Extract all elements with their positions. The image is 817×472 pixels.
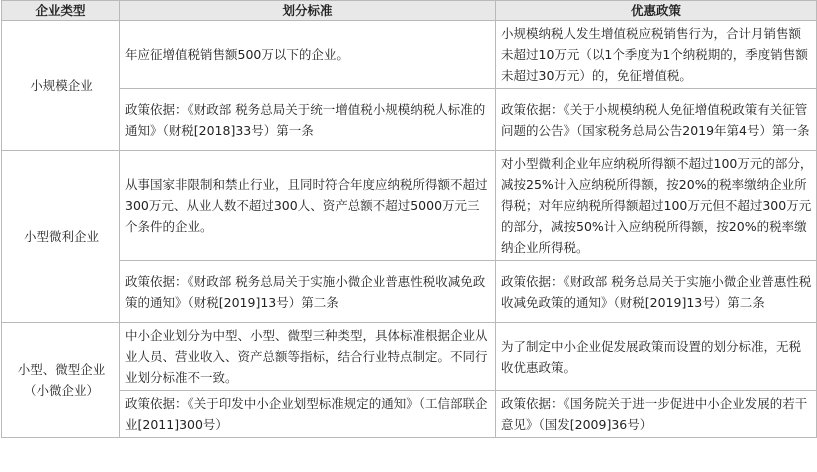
table-header-row	[2, 1, 817, 21]
enterprise-type-cell: 小规模企业	[2, 21, 120, 151]
policy-basis-cell: 政策依据：《国务院关于进一步促进中小企业发展的若干意见》（国发[2009]36号）	[496, 391, 817, 438]
table-row	[2, 323, 817, 391]
enterprise-type-cell: 小型微利企业	[2, 151, 120, 323]
header-enterprise-type: 企业类型	[2, 1, 120, 21]
table-row	[2, 89, 817, 151]
standard-basis-cell: 政策依据：《财政部 税务总局关于实施小微企业普惠性税收减免政策的通知》（财税[2019]13号）第二条	[120, 261, 496, 323]
table-row	[2, 391, 817, 438]
enterprise-type-cell: 小型、微型企业（小微企业）	[2, 323, 120, 438]
standard-cell: 中小企业划分为中型、小型、微型三种类型，具体标准根据企业从业人员、营业收入、资产总额等指标，结合行业特点制定。不同行业划分标准不一致。	[120, 323, 496, 391]
table-row	[2, 21, 817, 89]
policy-basis-cell: 政策依据：《财政部 税务总局关于实施小微企业普惠性税收减免政策的通知》（财税[2019]13号）第二条	[496, 261, 817, 323]
policy-cell: 对小型微利企业年应纳税所得额不超过100万元的部分，减按25%计入应纳税所得额，按20%的税率缴纳企业所得税；对年应纳税所得额超过100万元但不超过300万元的部分，减按50%计入应纳税所得额，按20%的税率缴纳企业所得税。	[496, 151, 817, 261]
table-row	[2, 151, 817, 261]
policy-basis-cell: 政策依据：《关于小规模纳税人免征增值税政策有关征管问题的公告》（国家税务总局公告2019年第4号）第一条	[496, 89, 817, 151]
header-classification-standard: 划分标准	[120, 1, 496, 21]
policy-cell: 为了制定中小企业促发展政策而设置的划分标准，无税收优惠政策。	[496, 323, 817, 391]
standard-basis-cell: 政策依据：《关于印发中小企业划型标准规定的通知》（工信部联企业[2011]300号）	[120, 391, 496, 438]
policy-cell: 小规模纳税人发生增值税应税销售行为，合计月销售额未超过10万元（以1个季度为1个纳税期的，季度销售额未超过30万元）的，免征增值税。	[496, 21, 817, 89]
header-preferential-policy: 优惠政策	[496, 1, 817, 21]
standard-basis-cell: 政策依据：《财政部 税务总局关于统一增值税小规模纳税人标准的通知》（财税[2018]33号）第一条	[120, 89, 496, 151]
standard-cell: 从事国家非限制和禁止行业，且同时符合年度应纳税所得额不超过300万元、从业人数不超过300人、资产总额不超过5000万元三个条件的企业。	[120, 151, 496, 261]
standard-cell: 年应征增值税销售额500万以下的企业。	[120, 21, 496, 89]
table-row	[2, 261, 817, 323]
tax-policy-table	[1, 0, 817, 438]
